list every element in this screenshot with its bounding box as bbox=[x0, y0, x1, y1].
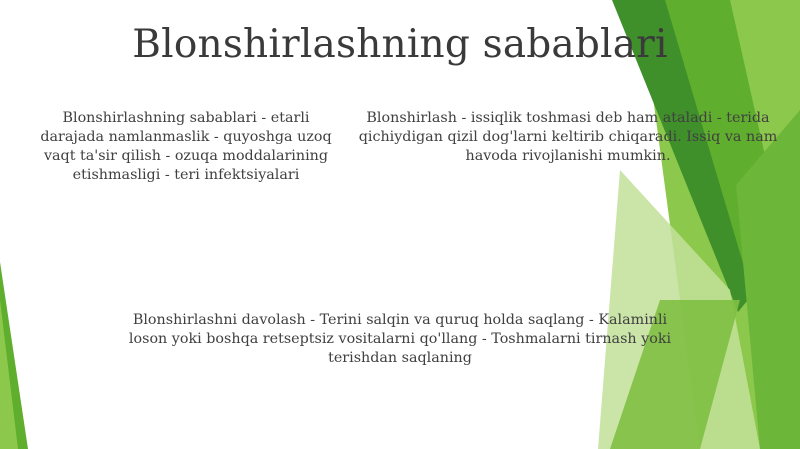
slide-title: Blonshirlashning sabablari bbox=[132, 22, 668, 67]
causes-text: Blonshirlashning sabablari - etarli darajada namlanmaslik - quyoshga uzoq vaqt ta'sir qilish - ozuqa moddalarining etishmasligi - teri infektsiyalari bbox=[40, 110, 332, 183]
definition-text: Blonshirlash - issiqlik toshmasi deb ham ataladi - terida qichiydigan qizil dog'larni keltirib chiqaradi. Issiq va nam havoda rivojlanishi mumkin. bbox=[358, 110, 778, 164]
treatment-text: Blonshirlashni davolash - Terini salqin va quruq holda saqlang - Kalaminli loson yoki boshqa retseptsiz vositalarni qo'llang - Toshmalarni tirnash yoki terishdan saqlaning bbox=[128, 312, 672, 366]
